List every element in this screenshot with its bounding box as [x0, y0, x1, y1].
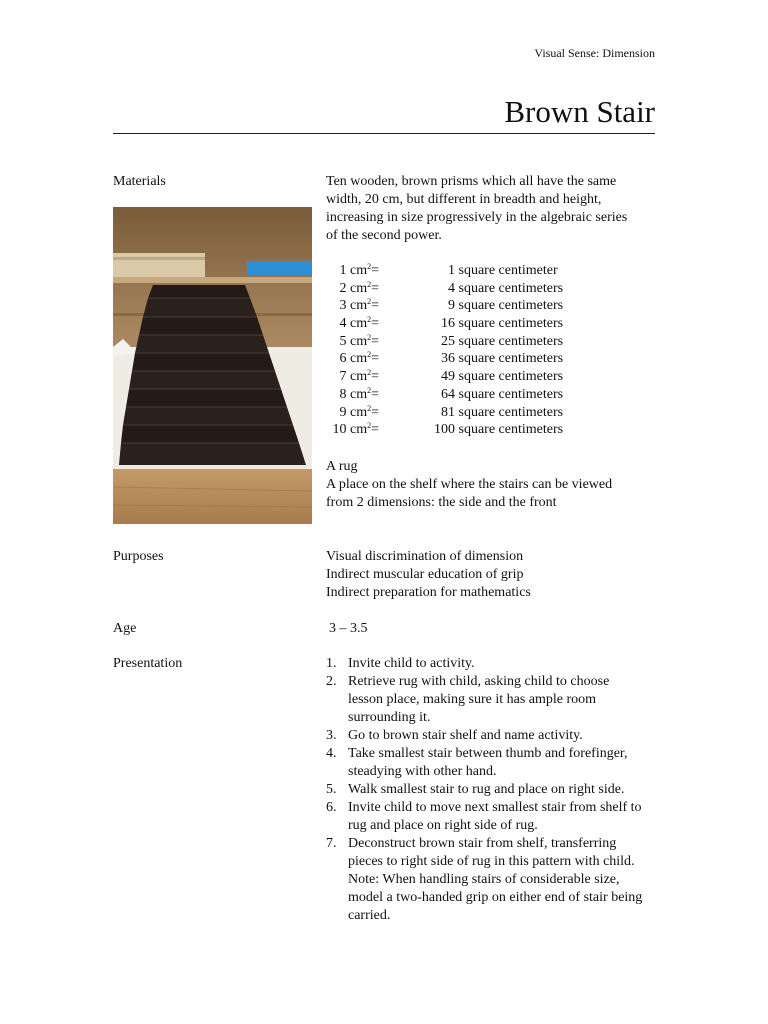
place-line: from 2 dimensions: the side and the front	[326, 495, 557, 510]
step-text-line: rug and place on right side of rug.	[348, 818, 538, 833]
step-number: 3.	[326, 728, 337, 743]
square-value: 36 square centimeters	[441, 351, 564, 367]
step-text-line: lesson place, making sure it has ample room	[348, 692, 597, 707]
step-number: 2.	[326, 674, 337, 689]
step-number: 1.	[326, 656, 337, 671]
step-text-line: model a two-handed grip on either end of stair being	[348, 890, 643, 905]
square-expression: 10 $cm^2=$	[332, 421, 379, 438]
purposes-list	[326, 548, 531, 602]
square-row	[326, 404, 563, 422]
square-row	[326, 421, 563, 439]
square-value: 25 square centimeters	[441, 333, 564, 349]
square-expression: 8 $cm^2=$	[339, 385, 379, 402]
step-text-line: Invite child to activity.	[348, 656, 475, 671]
square-expression: 7 $cm^2=$	[339, 368, 379, 385]
step-number: 6.	[326, 800, 337, 815]
presentation-step	[326, 835, 671, 925]
square-value: 64 square centimeters	[441, 386, 564, 402]
purpose-item: Indirect muscular education of grip	[326, 567, 524, 582]
square-row	[326, 315, 563, 333]
step-text-line: Walk smallest stair to rug and place on right side.	[348, 782, 625, 797]
step-text-line: Deconstruct brown stair from shelf, transferring	[348, 836, 617, 851]
step-number: 7.	[326, 836, 337, 851]
presentation-step	[326, 673, 671, 727]
materials-extra	[326, 458, 612, 512]
age-label: Age	[113, 621, 137, 636]
materials-text	[326, 173, 627, 245]
materials-label: Materials	[113, 174, 166, 189]
presentation-step	[326, 745, 671, 781]
rug-line: A rug	[326, 459, 358, 474]
square-row	[326, 386, 563, 404]
brown-stair-photo	[113, 207, 312, 524]
step-text-line: steadying with other hand.	[348, 764, 497, 779]
square-expression: 3 $cm^2=$	[339, 297, 379, 314]
presentation-step	[326, 655, 671, 673]
square-expression: 9 $cm^2=$	[339, 403, 379, 420]
presentation-label: Presentation	[113, 656, 183, 671]
square-value: 16 square centimeters	[441, 316, 564, 332]
step-text-line: Retrieve rug with child, asking child to choose	[348, 674, 610, 689]
materials-description-line: Ten wooden, brown prisms which all have the same	[326, 174, 617, 189]
step-text-line: surrounding it.	[348, 710, 431, 725]
brown-stair-image	[113, 207, 312, 524]
square-row	[326, 368, 563, 386]
age-value: 3 – 3.5	[329, 621, 368, 636]
step-text-line: Go to brown stair shelf and name activity.	[348, 728, 583, 743]
square-value: 9 square centimeters	[448, 298, 564, 314]
square-expression: 5 $cm^2=$	[339, 332, 379, 349]
presentation-steps	[326, 655, 671, 925]
step-text-line: carried.	[348, 908, 391, 923]
step-number: 5.	[326, 782, 337, 797]
title-divider	[113, 133, 655, 134]
steps-list	[326, 655, 671, 925]
presentation-step	[326, 799, 671, 835]
step-number: 4.	[326, 746, 337, 761]
squares-table	[326, 262, 563, 439]
step-text-line: Take smallest stair between thumb and forefinger,	[348, 746, 628, 761]
square-row	[326, 262, 563, 280]
square-value: 49 square centimeters	[441, 369, 564, 385]
presentation-step	[326, 781, 671, 799]
square-expression: 6 $cm^2=$	[339, 350, 379, 367]
purpose-item: Visual discrimination of dimension	[326, 549, 524, 564]
materials-description-line: of the second power.	[326, 228, 442, 243]
square-value: 4 square centimeters	[448, 280, 564, 296]
square-value: 81 square centimeters	[441, 404, 564, 420]
materials-description-line: increasing in size progressively in the algebraic series	[326, 210, 628, 225]
step-text-line: Invite child to move next smallest stair from shelf to	[348, 800, 642, 815]
square-row	[326, 333, 563, 351]
square-row	[326, 350, 563, 368]
page-title: Brown Stair	[504, 94, 655, 129]
purpose-item: Indirect preparation for mathematics	[326, 585, 531, 600]
step-text-line: pieces to right side of rug in this pattern with child.	[348, 854, 635, 869]
square-value: 100 square centimeters	[434, 422, 564, 438]
step-text-line: Note: When handling stairs of considerable size,	[348, 872, 620, 887]
square-row	[326, 280, 563, 298]
presentation-step	[326, 727, 671, 745]
square-expression: 4 $cm^2=$	[339, 315, 379, 332]
square-value: 1 square centimeter	[448, 263, 558, 278]
square-expression: 2 $cm^2=$	[339, 279, 379, 296]
square-expression: 1 $cm^2=$	[339, 262, 379, 278]
purposes-label: Purposes	[113, 549, 164, 564]
square-row	[326, 297, 563, 315]
materials-description-line: width, 20 cm, but different in breadth and height,	[326, 192, 602, 207]
place-line: A place on the shelf where the stairs can be viewed	[326, 477, 613, 492]
section-header: Visual Sense: Dimension	[534, 46, 655, 60]
